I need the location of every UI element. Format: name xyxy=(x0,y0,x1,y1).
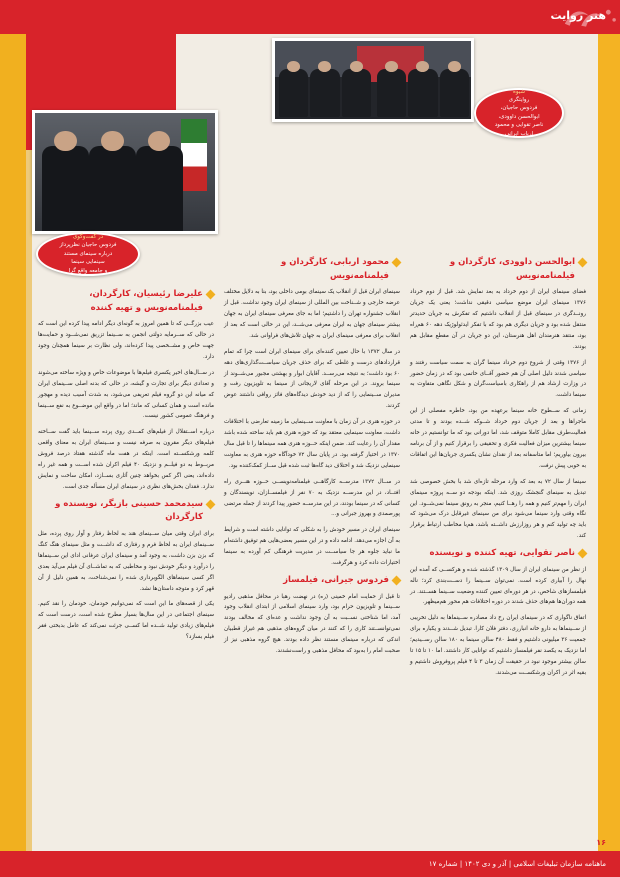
badge-left-line-1: درباره سینمای مستند xyxy=(63,250,113,257)
diamond-bullet-icon xyxy=(578,258,588,268)
left-gold-strip xyxy=(0,0,26,877)
paragraph: تا قبل از حمایت امام خمینی (ره) در نهضت رهبا در محافل مذهبی رادیو ســینما و تلویزیون حرام بود، وارد سینمای اسلامی از ابتدای انقلاب وجود آمد، اما شناختی نســبت به آن وجود نداشت و عده‌ای که مخالف بودند نمی‌توانســتند کاری را که کنند در میان گروه‌های مذهبی هم غیراز قطبیان اندکی که درباره سینمای مستند نظر داده بودند. هیچ گروه مذهبی نیز از صحبت امام را به‌بود که محافل مذهبی و راست‌نشدند. xyxy=(224,593,400,655)
column-left xyxy=(38,160,214,832)
paragraph: یکی از قصه‌های ما این است که نمی‌توانیم خودمان، خودمان را نقد کنیم. سینمای اجتماعی در این سال‌ها بسیار مطرح شده است، درست است که فیلم‌های زیادی تولید شــده اما کســی جرئت نمی‌کند که عامل بدبختی فقر فیلم بسازد؟ xyxy=(38,601,214,641)
section-title-arbabi: محمود اربابی، کارگردان و فیلمنامه‌نویس xyxy=(224,256,400,283)
diamond-bullet-icon xyxy=(578,549,588,559)
paragraph: برای ایران وقتی میان ســینمای هند به لحاظ رفتار و آوار روی پرده، مثل ســینمای ایران به لحاظ فرم و رفتاری که داشــت و مثل سینمای هنگ کنگ که بزن بزن داشت، به وجود آمد و سینمای ایران عرفانی ادای این ســینماها را درآورد و دیگر خودش نبود و مخاطبی که به تماشــای آن فیلم می‌آید بعدی اگر کسی سینماهای الگوبرداری شده را نمی‌شناخت، به همین دلیل از آن قهر کرد و متوجه داستان‌ها نشد. xyxy=(38,530,214,592)
paragraph: در سال ۱۳۷۲ با حال تعیین کننده‌ای برای سینمای ایران است چرا که تمام قراردادهای درست و غلطی که برای حذف جریان سیاســت‌گذاری‌های دهه ۶۰ بود داشت؛ به نتیجه می‌رســد. آقایان ابوار و بهشتی مجبور می‌شــوند از سینما بروند. در این مرحله آقای لاریجانی از سینما به تلویزیون رفت و مدیران ســینمایی را که از دید خودش دیدگاه‌های فائز روافی داشتند عوض کردند. xyxy=(224,348,400,410)
paragraph: سینما از سال ۷۲ به بعد که وارد مرحله تازه‌ای شد با بخش خصوصی شد تبدیل به سینمای گنجشک روزی شد. اینکه بودجه دو ســه پروژه سینمای ایران را مهم‌تر کنیم و همه را رهــا کنیم، منجر به رونق سینما نمی‌شــود. این نگاه وقتی وارد سینما می‌شود برای من سینمای غیرقابل درک می‌شود که باید چه تولید کنم و هر روزارزش داشــته باشد، هم‌با مخاطب ارتباط برقرار کند. xyxy=(410,478,586,540)
paragraph: در ســال ۱۳۷۲ مدرســه کارگاهــی فیلمنامه‌نویســی حــوزه هنــری راه افتــاد، در این مدرســه نزدیک به ۷۰ نفر از فیلمســازان، نویسندگان و کسانی که در سینما بودند، در این مدرســه حضور پیدا کردند از جمله مرتضی پورصمدی و بهروز جبرانی و... xyxy=(224,478,401,518)
badge-top xyxy=(474,88,564,138)
badge-top-line-3: ناصر تقوایی و محمود xyxy=(494,122,544,129)
section-title-davoodi: ابوالحسن داوودی، کارگردان و فیلمنامه‌نویس xyxy=(410,256,586,283)
badge-top-line-4: ارباب ایرانی xyxy=(504,130,534,137)
paragraph: عیب بزرگــی که تا همین امروز به گونه‌ای دیگر ادامه پیدا کرده این است که در حالی که ســرمایه دولتی انجمن به ســینما تزریق نمی‌شــود و حمایت‌ها جهت خاص و مشــخصی پیدا کرده‌اند، ولی نظارت بر سینما همچنان وجود دارد. xyxy=(38,321,214,360)
section-title-taghvaei: ناصر تقوایی، تهیه کننده و نویسنده xyxy=(410,547,586,561)
section-title-hosseini: سیدمحمد حسینی بازیگر، نویسنده و کارگردان xyxy=(38,498,214,525)
paragraph: سینمای ایران قبل از انقلاب یک سینمای بومی داخلی بود، بنا به دلایل مختلف عرضه خارجی و شــناخت بین المللی از سینمای ایران وجود نداشت. قبل از انقلاب جشنواره تهران را داشتیم؛ اما به جای معرفی سینمای ایران به جهان بیشتر سینمای جهان به ایران معرفی می‌شــد، این در حالی است که بعد از انقلاب برای معرفی سینمای ایران به جهان تلاش‌های فراوانی شد. xyxy=(224,289,400,339)
paragraph: از ۱۳۷۶ وقتی از شروع دوم خرداد سینما گران به سمت سیاست رفتند و سیاسی شدند دلیل اصلی آن هم حضور آقــای خاتمی بود که در زمان حضور در وزارت ارشاد هم از راهکاری باسیاست‌گران و شکل نگاهی متفاوت به سینما داشت. xyxy=(410,359,586,399)
page-number: ۱۶ xyxy=(596,838,606,847)
paragraph: از نظر من سینمای ایران از سال ۱۳۰۹ گذشته شده و هرکســی که آمده این نهال را آبیاری کرده است. نمی‌توان ســینما را دســت‌بندی کرد؛ ناله فیلمسازهای شاخص، در هر دوره‌ای تعیین کننده وضعیت ســینما هســتند. در همه دوران‌ها هم‌های حذف شدند در دوره اختلافات هم محور هم‌میظهر. xyxy=(410,566,586,606)
column-right xyxy=(410,160,586,832)
paragraph: سینمای ایران در مسیر خودش را به شکلی که توانایی داشته است و شرایط به آن اجازه می‌دهد. ادامه داده و در این مسیر بعضی‌هایی هم توفیق داشته‌ام ما نباید جلوه هر جا سیاســت در مدیریت فرهنگی کم آورده به سینما اختیارات داده کرد و هرگرفت. xyxy=(224,527,400,567)
badge-top-line-0: روایتگری xyxy=(508,96,530,103)
section-title-raeisian: علیرضا رئیسیان، کارگردان، فیلمنامه‌نویس و تهیه کننده xyxy=(38,288,214,315)
header-title: هنر روایت xyxy=(550,9,606,22)
diamond-bullet-icon xyxy=(206,499,216,509)
article-columns xyxy=(30,160,586,832)
paragraph: در حوزه هنری در آن زمان با معاونت ســینمایی ما زمینه تعارضی با اختلافات داشت، معاونت سینمایی معتقد بود که حوزه هنری هم باید ساخته شده باشد مقدار آن را رعایت کند. ضمن اینکه حــوزه هنری همه سینماها را تا قبل سال ۱۳۷۰ در اختیار گرفته بود. در پایان سال ۷۲ خودآگاه حوزه هنری به معاونت سینمایی نزدیک شد و اختلاف دید گاه‌ها ثبت شده قبل ســاز کمک‌کننده بود. xyxy=(224,419,400,469)
paragraph: زمانی که ســطوح خانه سینما برعهده من بود، خاطره مفصلی از این ماجراها و بعد از جریان دوم خرداد شــوکه شــده بودند و تا مدتی فعالیت‌طرف مقابل کاملا متوقف شد، اما دورانی بود که ما توانستیم در خانه سینما بیشترین میزان فعالیت فکری و تحقیقی را برقرار کنیم و از آن برنامه بیرون بیاوریم؛ اما متاسفانه بعد از نقدان نشان یکسری جریان‌ها این اتفاقات به خوبی پیش نرفت. xyxy=(410,408,586,469)
diamond-bullet-icon xyxy=(206,290,216,300)
footer-text: ماهنامه سازمان تبلیغات اسلامی | آذر و دی ۱۴۰۲ | شماره ۱۷ xyxy=(428,860,606,868)
badge-top-line-2: ابوالحسن داوودی، xyxy=(498,113,540,120)
section-title-jeyrani: فردوس جیرانی، فیلمساز xyxy=(224,574,400,588)
paragraph: فضای سینمای ایران از دوم خرداد به بعد نمایش شد. قبل از دوم خرداد ۱۳۷۶ سینمای ایران موضع سیاسی دقیقی نداشت؛ یعنی یک جریان رونــدگری در سینمای قبل از انقلاب داشتیم که تفکرش به جریان حدیدتر منتقل شده بود و جریان دیگری هم بود که با تفکر ایدئولوژیک دهه ۶۰ هم‌راه بود، منتقد هنرمندان اهل هنرستان، این دو جریان در آن مقطع مقابل هم بودند. xyxy=(410,289,586,350)
badge-left-head: در گفت‌وگوی xyxy=(72,233,104,240)
paragraph: در ســال‌های اخیر یکسری فیلم‌ها با موضوعات خاص و ویژه ساخته می‌شوند و تعدادی دیگر برای تجارت و گیشه، در حالی که بدنه اصلی ســینمای ایران که میانه این دو گروه فیلم تعریفی می‌شود، به شدت آسیب دیده و مهجور مانده است و همان کسانی که ماند؛ اما در واقع این موضــوع به نفع ســینما و فرهنگ عمومی کشور نیست. xyxy=(38,369,214,420)
paragraph: اتفاق ناگواری که در سینمای ایران رخ داد مصادره ســینماها به دلیل تخریبی از ســینماها به دارو خانه انبارری، دفتر فلان کارا. تبدیل شــدند و یکباره برای جمعیت ۳۶ میلیونی داشتیم و فقط ۴۸۰ سالن سینما به ۱۸۰ سالن رســیدیم؛ اما نزدیک به یکصد نفر فیلمساز داشتیم که توانایی کار داشتند. اما ۱۰ تا ۱۵ تا سالن بیشتر موجود نبود در حقیقت آن زمان ۳ تا ۴ فیلم پروفروش داشتیم و بقیه اثر در اکران ورشکســت می‌شدند. xyxy=(410,615,586,676)
column-middle xyxy=(224,160,400,832)
diamond-bullet-icon xyxy=(392,575,402,585)
badge-top-line-1: فردوس حاجیان، xyxy=(500,105,538,112)
diamond-bullet-icon xyxy=(392,258,402,268)
badge-top-head: شیوه xyxy=(513,88,525,95)
page-footer xyxy=(0,851,620,877)
floral-ornament-icon xyxy=(560,2,618,32)
badge-left-line-3: و جامعه واقع گرا xyxy=(68,267,108,274)
badge-left-line-0: فردوس حاجیان نظرپرداز xyxy=(59,242,117,249)
group-photo-top xyxy=(272,38,474,122)
paragraph: درباره اســتقلال از فیلم‌های کمــدی روی پرده ســینما باید گفت ســاخته فیلم‌های دیگر مقرون به صرفه نیست و ســینمای ایران به معنای واقعی کلمه ورشکســته است. اینکه در هفت ماه گذشته هفتاد درصد فروش مربــوط به دو فیلــم و نزدیک ۴۰ فیلم اکران شده اســت و همه غیر راه داده‌اند، یعنی اگر کس بخواهد چنین آثاری بســازد، امکان ساخت و نمایش ندارد. فقدان بخش‌های نظری در سینمای ایران مسأله جدی است. xyxy=(38,429,215,490)
badge-left-line-2: سینمایی سینما xyxy=(71,259,105,266)
